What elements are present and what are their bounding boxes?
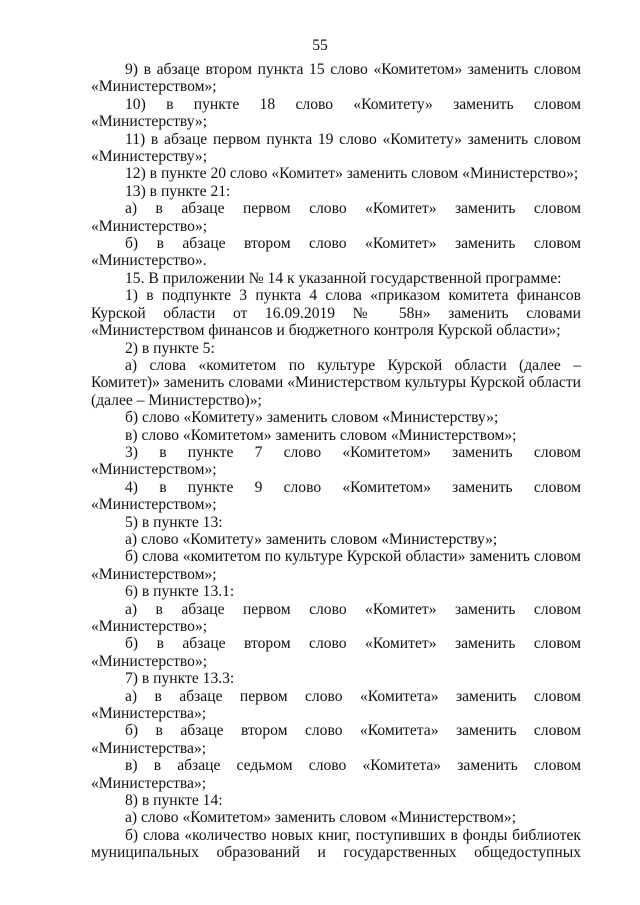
paragraph-item-15-7a: а) в абзаце первом слово «Комитета» заменить словом «Министерства»;	[91, 687, 581, 723]
paragraph-item-15-5: 5) в пункте 13:	[125, 513, 223, 531]
paragraph-item-13: 13) в пункте 21:	[125, 182, 231, 200]
paragraph-item-11: 11) в абзаце первом пункта 19 слово «Комитету» заменить словом «Министерству»;	[91, 130, 581, 166]
document-body	[91, 61, 581, 862]
paragraph-item-10: 10) в пункте 18 слово «Комитету» заменить словом «Министерству»;	[91, 95, 581, 131]
paragraph-item-13a: а) в абзаце первом слово «Комитет» заменить словом «Министерство»;	[91, 200, 581, 235]
paragraph-item-15-2a: а) слова «комитетом по культуре Курской области (далее – Комитет)» заменить словами «Министерством культуры Курской области (далее – Министерство)»;	[91, 356, 581, 409]
paragraph-item-15-2v: в) слово «Комитетом» заменить словом «Министерством»;	[125, 426, 517, 444]
paragraph-item-15-2b: б) слово «Комитету» заменить словом «Министерству»;	[125, 409, 499, 427]
paragraph-item-15-6a: а) в абзаце первом слово «Комитет» заменить словом «Министерство»;	[91, 600, 581, 635]
paragraph-item-12: 12) в пункте 20 слово «Комитет» заменить словом «Министерство»;	[125, 165, 579, 183]
paragraph-item-15-3: 3) в пункте 7 слово «Комитетом» заменить словом «Министерством»;	[91, 443, 581, 479]
paragraph-item-15-7v: в) в абзаце седьмом слово «Комитета» заменить словом «Министерства»;	[91, 757, 581, 792]
paragraph-item-15-5a: а) слово «Комитету» заменить словом «Министерству»;	[125, 530, 498, 548]
paragraph-item-15-4: 4) в пункте 9 слово «Комитетом» заменить словом «Министерством»;	[91, 478, 581, 514]
paragraph-item-15-6: 6) в пункте 13.1:	[125, 583, 235, 601]
paragraph-item-15-7: 7) в пункте 13.3:	[125, 670, 235, 688]
paragraph-section-15: 15. В приложении № 14 к указанной государственной программе:	[125, 269, 562, 287]
paragraph-item-9: 9) в абзаце втором пункта 15 слово «Комитетом» заменить словом «Министерством»;	[91, 61, 581, 96]
paragraph-item-15-2: 2) в пункте 5:	[125, 339, 215, 357]
paragraph-item-15-6b: б) в абзаце втором слово «Комитет» заменить словом «Министерство»;	[91, 635, 581, 670]
paragraph-item-15-8b: б) слова «количество новых книг, поступивших в фонды библиотек муниципальных образований и государственных общедоступных	[91, 826, 581, 862]
paragraph-item-15-8: 8) в пункте 14:	[125, 792, 223, 810]
paragraph-item-15-8a: а) слово «Комитетом» заменить словом «Министерством»;	[125, 809, 517, 827]
page-number: 55	[312, 37, 328, 54]
paragraph-item-15-7b: б) в абзаце втором слово «Комитета» заменить словом «Министерства»;	[91, 722, 581, 757]
paragraph-item-15-5b: б) слова «комитетом по культуре Курской области» заменить словом «Министерством»;	[91, 548, 581, 583]
paragraph-item-13b: б) в абзаце втором слово «Комитет» заменить словом «Министерство».	[91, 235, 581, 270]
paragraph-item-15-1: 1) в подпункте 3 пункта 4 слова «приказом комитета финансов Курской области от 16.09.2019 № 58н» заменить словами «Министерством финансов и бюджетного контроля Курской области»;	[91, 287, 581, 340]
